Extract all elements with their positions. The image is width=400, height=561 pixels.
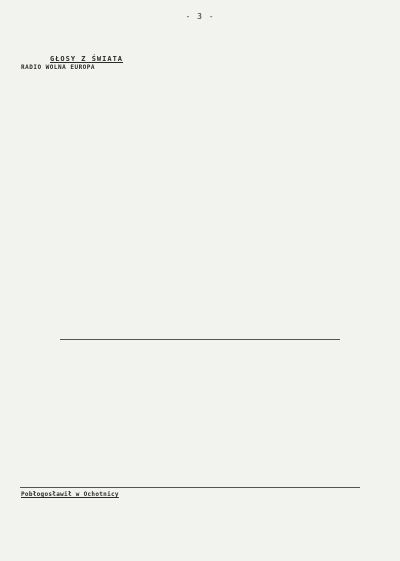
divider-line xyxy=(20,487,360,488)
divider-line xyxy=(60,339,340,340)
page-number: - 3 - xyxy=(185,12,215,21)
footer-label: Pobłogosławił w Ochotnicy xyxy=(21,491,119,498)
section-subheading: RADIO WOLNA EUROPA xyxy=(21,64,96,71)
section-heading: GŁOSY Z ŚWIATA xyxy=(50,55,124,63)
